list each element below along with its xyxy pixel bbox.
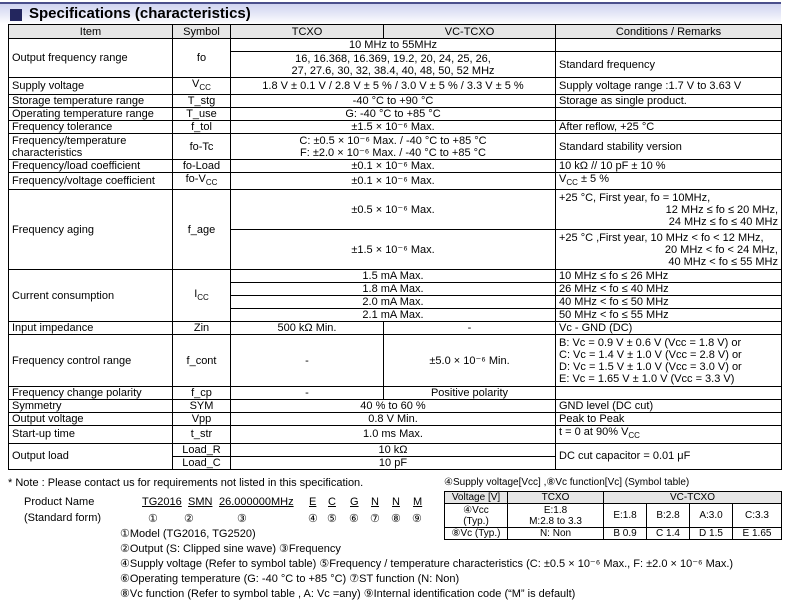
symbol-vcc-tcxo-m: M:2.8 to 3.3 [529, 515, 582, 527]
cond-storage-temp: Storage as single product. [556, 95, 782, 108]
item-output-voltage: Output voltage [9, 413, 173, 426]
cond-symmetry: GND level (DC cut) [556, 400, 782, 413]
value-supply-voltage: 1.8 V ± 0.1 V / 2.8 V ± 5 % / 3.0 V ± 5 % / 3.3 V ± 5 % [231, 78, 556, 95]
value-current-3: 2.0 mA Max. [231, 296, 556, 309]
item-symmetry: Symmetry [9, 400, 173, 413]
item-freq-temp-line2: characteristics [12, 146, 83, 159]
part-internal-code: M [413, 496, 423, 508]
item-freq-change: Frequency change polarity [9, 387, 173, 400]
value-freq-temp [231, 134, 556, 160]
section-banner [0, 2, 781, 24]
cond-control-e: E: Vc = 1.65 V ± 1.0 V (Vcc = 3.3 V) [559, 372, 735, 385]
footnote: * Note : Please contact us for requirements not listed in this specification. [8, 477, 364, 489]
marker-7: ⑦ [370, 513, 380, 525]
symbol-f-tol: f_tol [173, 121, 231, 134]
item-freq-load: Frequency/load coefficient [9, 160, 173, 173]
marker-8: ⑧ [391, 513, 401, 525]
cond-current-3: 40 MHz < fo ≤ 50 MHz [556, 296, 782, 309]
symbol-header-tcxo: TCXO [508, 492, 604, 504]
header-tcxo: TCXO [231, 25, 384, 39]
symbol-table-title: ④Supply voltage[Vcc] ,⑧Vc function[Vc] (Symbol table) [444, 477, 690, 488]
symbol-vc-label: ⑧Vc (Typ.) [445, 528, 508, 540]
symbol-table [444, 491, 782, 540]
marker-9: ⑨ [412, 513, 422, 525]
symbol-t-use: T_use [173, 108, 231, 121]
symbol-vcc-tcxo-e: E:1.8 [543, 504, 568, 516]
freq-list-line2: 27, 27.6, 30, 32, 38.4, 40, 48, 50, 52 MHz [291, 64, 495, 77]
item-freq-temp-line1: Frequency/temperature [12, 134, 127, 147]
value-impedance-vctcxo: - [384, 322, 556, 335]
cond-control-d: D: Vc = 1.5 V ± 1.0 V (Vcc = 3.0 V) or [559, 360, 742, 373]
part-frequency: 26.000000MHz [219, 496, 294, 508]
cond-current-4: 50 MHz < fo ≤ 55 MHz [556, 309, 782, 322]
value-output-voltage: 0.8 V Min. [231, 413, 556, 426]
symbol-vc-tcxo: N: Non [508, 528, 604, 540]
symbol-vcc-vc-a: A:3.0 [690, 504, 733, 528]
value-freq-tolerance: ±1.5 × 10⁻⁶ Max. [231, 121, 556, 134]
cond-freq-control [556, 335, 782, 387]
symbol-vcc-label [445, 504, 508, 528]
cond-aging-2-line3: 40 MHz < fo ≤ 55 MHz [668, 255, 778, 268]
symbol-vc-e: E 1.65 [733, 528, 782, 540]
symbol-zin: Zin [173, 322, 231, 335]
cond-output-voltage: Peak to Peak [556, 413, 782, 426]
standard-form-label: (Standard form) [24, 512, 102, 524]
cond-freq-tolerance: After reflow, +25 °C [556, 121, 782, 134]
cond-freq-voltage: $V_{CC} \pm 5$ % [556, 173, 782, 190]
part-operating-temp: G [350, 496, 359, 508]
symbol-f-age: f_age [173, 190, 231, 270]
symbol-icc: $I_{CC}$ [173, 270, 231, 322]
cond-freq-load: 10 kΩ // 10 pF ± 10 % [556, 160, 782, 173]
value-freq-list [231, 52, 556, 78]
symbol-fo-vcc: $fo-V_{CC}$ [173, 173, 231, 190]
cond-aging-1-line2: 12 MHz ≤ fo ≤ 20 MHz, [665, 203, 778, 216]
header-vctcxo: VC-TCXO [384, 25, 556, 39]
item-freq-aging: Frequency aging [9, 190, 173, 270]
cond-aging-2 [556, 230, 782, 270]
symbol-vc-b: B 0.9 [604, 528, 647, 540]
value-aging-1: ±0.5 × 10⁻⁶ Max. [231, 190, 556, 230]
value-impedance-tcxo: 500 kΩ Min. [231, 322, 384, 335]
marker-4: ④ [308, 513, 318, 525]
item-freq-temp [9, 134, 173, 160]
item-current: Current consumption [9, 270, 173, 322]
value-change-tcxo: - [231, 387, 384, 400]
symbol-load-r: Load_R [173, 443, 231, 456]
symbol-vcc-vc-b: B:2.8 [647, 504, 690, 528]
symbol-vcc: $V_{CC}$ [173, 78, 231, 95]
symbol-t-str: t_str [173, 426, 231, 443]
value-current-4: 2.1 mA Max. [231, 309, 556, 322]
marker-5: ⑤ [327, 513, 337, 525]
symbol-fo-load: fo-Load [173, 160, 231, 173]
item-supply-voltage: Supply voltage [9, 78, 173, 95]
legend-line-1: ①Model (TG2016, TG2520) [120, 528, 256, 540]
symbol-vcc-label-line1: ④Vcc [463, 504, 489, 516]
item-startup: Start-up time [9, 426, 173, 443]
value-freq-range: 10 MHz to 55MHz [231, 39, 556, 52]
symbol-header-voltage: Voltage [V] [445, 492, 508, 504]
cond-supply-voltage: Supply voltage range :1.7 V to 3.63 V [556, 78, 782, 95]
cond-current-2: 26 MHz < fo ≤ 40 MHz [556, 283, 782, 296]
symbol-vc-d: D 1.5 [690, 528, 733, 540]
cond-control-b: B: Vc = 0.9 V ± 0.6 V (Vcc = 1.8 V) or [559, 336, 742, 349]
value-symmetry: 40 % to 60 % [231, 400, 556, 413]
value-aging-2: ±1.5 × 10⁻⁶ Max. [231, 230, 556, 270]
section-title: Specifications (characteristics) [29, 5, 251, 22]
part-model: TG2016 [142, 496, 182, 508]
symbol-fo-tc: fo-Tc [173, 134, 231, 160]
cond-freq-change [556, 387, 782, 400]
cond-control-c: C: Vc = 1.4 V ± 1.0 V (Vcc = 2.8 V) or [559, 348, 742, 361]
symbol-sym: SYM [173, 400, 231, 413]
banner-square-icon [10, 9, 22, 21]
cond-standard-frequency: Standard frequency [556, 52, 782, 78]
marker-3: ③ [237, 513, 247, 525]
cond-freq-range-empty [556, 39, 782, 52]
symbol-load-c: Load_C [173, 456, 231, 469]
value-startup: 1.0 ms Max. [231, 426, 556, 443]
value-control-vctcxo: ±5.0 × 10⁻⁶ Min. [384, 335, 556, 387]
value-freq-load: ±0.1 × 10⁻⁶ Max. [231, 160, 556, 173]
symbol-vcc-vc-e: E:1.8 [604, 504, 647, 528]
cond-aging-2-line2: 20 MHz < fo < 24 MHz, [664, 243, 778, 256]
symbol-header-vctcxo: VC-TCXO [604, 492, 782, 504]
header-conditions: Conditions / Remarks [556, 25, 782, 39]
value-freq-voltage: ±0.1 × 10⁻⁶ Max. [231, 173, 556, 190]
marker-6: ⑥ [349, 513, 359, 525]
marker-1: ① [148, 513, 158, 525]
item-operating-temp: Operating temperature range [9, 108, 173, 121]
value-freq-temp-f: F: ±2.0 × 10⁻⁶ Max. / -40 °C to +85 °C [300, 146, 486, 159]
cond-startup: t = 0 at 90% $V_{CC}$ [556, 426, 782, 443]
symbol-t-stg: T_stg [173, 95, 231, 108]
part-st-function: N [371, 496, 379, 508]
legend-line-2: ②Output (S: Clipped sine wave) ③Frequency [120, 543, 341, 555]
item-storage-temp: Storage temperature range [9, 95, 173, 108]
value-storage-temp: -40 °C to +90 °C [231, 95, 556, 108]
item-output-load: Output load [9, 443, 173, 469]
item-input-impedance: Input impedance [9, 322, 173, 335]
cond-input-impedance: Vc - GND (DC) [556, 322, 782, 335]
cond-output-load: DC cut capacitor = 0.01 μF [556, 443, 782, 469]
part-supply: E [309, 496, 317, 508]
item-freq-tolerance: Frequency tolerance [9, 121, 173, 134]
symbol-vcc-label-line2: (Typ.) [463, 515, 489, 527]
symbol-fo: fo [173, 39, 231, 78]
value-operating-temp: G: -40 °C to +85 °C [231, 108, 556, 121]
value-change-vctcxo: Positive polarity [384, 387, 556, 400]
product-name-label: Product Name [24, 496, 95, 508]
legend-line-4: ⑥Operating temperature (G: -40 °C to +85 °C) ⑦ST function (N: Non) [120, 573, 460, 585]
value-freq-temp-c: C: ±0.5 × 10⁻⁶ Max. / -40 °C to +85 °C [299, 134, 487, 147]
symbol-vc-c: C 1.4 [647, 528, 690, 540]
symbol-vcc-vc-c: C:3.3 [733, 504, 782, 528]
cond-operating-temp [556, 108, 782, 121]
marker-2: ② [184, 513, 194, 525]
value-control-tcxo: - [231, 335, 384, 387]
value-current-2: 1.8 mA Max. [231, 283, 556, 296]
item-freq-control: Frequency control range [9, 335, 173, 387]
legend-line-5: ⑧Vc function (Refer to symbol table , A: Vc =any) ⑨Internal identification code (“M” is default) [120, 588, 576, 600]
value-load-c: 10 pF [231, 456, 556, 469]
symbol-vcc-tcxo [508, 504, 604, 528]
item-output-frequency: Output frequency range [9, 39, 173, 78]
spec-table [8, 24, 782, 470]
part-output: SMN [188, 496, 213, 508]
symbol-vpp: Vpp [173, 413, 231, 426]
header-symbol: Symbol [173, 25, 231, 39]
cond-aging-1 [556, 190, 782, 230]
value-load-r: 10 kΩ [231, 443, 556, 456]
symbol-f-cp: f_cp [173, 387, 231, 400]
value-current-1: 1.5 mA Max. [231, 270, 556, 283]
freq-list-line1: 16, 16.368, 16.369, 19.2, 20, 24, 25, 26, [295, 52, 491, 65]
part-temp-char: C [328, 496, 336, 508]
cond-freq-temp: Standard stability version [556, 134, 782, 160]
cond-aging-1-line1: +25 °C, First year, fo = 10MHz, [559, 191, 711, 204]
legend-line-3: ④Supply voltage (Refer to symbol table) ⑤Frequency / temperature characteristics (C: ±0.5 × 10⁻⁶ Max., F: ±2.0 × 10⁻⁶ Max.) [120, 558, 734, 570]
symbol-f-cont: f_cont [173, 335, 231, 387]
item-freq-voltage: Frequency/voltage coefficient [9, 173, 173, 190]
header-item: Item [9, 25, 173, 39]
cond-current-1: 10 MHz ≤ fo ≤ 26 MHz [556, 270, 782, 283]
cond-aging-1-line3: 24 MHz ≤ fo ≤ 40 MHz [668, 215, 778, 228]
cond-aging-2-line1: +25 °C ,First year, 10 MHz < fo < 12 MHz, [559, 231, 764, 244]
part-vc-function: N [392, 496, 400, 508]
